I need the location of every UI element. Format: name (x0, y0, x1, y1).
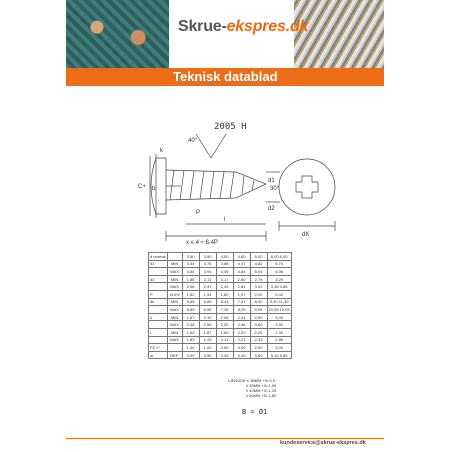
head-diameter-label: dK (302, 232, 310, 238)
note-line: ≤ 30MM +0/-1,05 (246, 383, 277, 388)
pitch-label: P (196, 210, 201, 216)
table-cell: 2,66 (199, 321, 216, 329)
table-cell: 3,00 (267, 344, 291, 352)
table-cell: k (149, 313, 168, 321)
table-row (149, 290, 292, 298)
table-cell: 4,80 (233, 253, 250, 261)
table-cell (149, 283, 168, 291)
b-label: b (152, 186, 156, 192)
table-cell: 6,00 6,00 (267, 253, 291, 261)
table-cell: MIN (167, 298, 182, 306)
k-label: k (160, 148, 163, 154)
table-cell: 1,80 (216, 290, 233, 298)
b-note: B = Ø1 (242, 408, 268, 416)
table-cell: 6,89 (182, 306, 199, 314)
head-top-view (279, 159, 335, 215)
table-cell: 10,05 12,05 (268, 306, 290, 312)
table-cell: m (149, 351, 168, 359)
table-cell: 2,96 (233, 321, 250, 329)
table-row (149, 306, 292, 314)
table-cell: 8,40 (250, 298, 267, 306)
table-cell: 2,84 (233, 283, 250, 291)
table-cell: 2,48 (182, 321, 199, 329)
table-cell: 2,06 (182, 283, 199, 291)
table-cell: 3,02 (250, 283, 267, 291)
footer-email[interactable]: kundeservice@skrue-ekspres.dk (280, 440, 366, 446)
table-cell (149, 268, 168, 276)
table-cell: 9,05 (250, 306, 267, 314)
table-row (149, 336, 292, 344)
table-cell (167, 344, 182, 352)
table-cell: t (149, 328, 168, 336)
site-logo[interactable]: Skrue-ekspres.dk (178, 18, 309, 35)
table-cell: 2,34 (233, 313, 250, 321)
table-cell: 4,37 (233, 260, 250, 268)
technical-drawing-document (66, 86, 384, 452)
table-cell: 2,02 (267, 290, 291, 298)
table-cell: 9,40 11,30 (267, 298, 291, 306)
table-cell: 2,08 (216, 313, 233, 321)
table-row (149, 298, 292, 306)
length-l-label: l (224, 217, 226, 223)
table-cell: 3,38 3,88 (267, 283, 291, 291)
table-cell: 4,82 (250, 260, 267, 268)
table-cell: MAX (167, 283, 182, 291)
table-cell: d2 (149, 275, 168, 283)
table-cell: MIN (167, 328, 182, 336)
d1-label: d1 (268, 178, 275, 184)
table-row (149, 321, 292, 329)
table-cell: 3,54 (182, 268, 199, 276)
table-cell: 3,50 (182, 253, 199, 261)
table-cell: MAX (167, 336, 182, 344)
table-cell: 6,69 (199, 298, 216, 306)
table-row (149, 275, 292, 283)
d2-label: d2 (268, 206, 275, 212)
table-cell: 2,30 (267, 328, 291, 336)
table-cell: 3,00 (267, 313, 291, 321)
table-cell: 3,00 (233, 344, 250, 352)
table-cell: 2,02 (250, 290, 267, 298)
page-title: Teknisk datablad (173, 69, 278, 84)
length-x-label: x ≤ 4 ≈ 6.4P (186, 240, 218, 246)
length-tolerance-notes (228, 378, 276, 398)
table-row (149, 253, 292, 261)
table-cell: 5,74 (267, 260, 291, 268)
table-cell: 7,25 (216, 306, 233, 314)
table-cell: 2,00 (216, 344, 233, 352)
table-row (149, 344, 292, 352)
table-cell: 2,20 (250, 328, 267, 336)
footer-divider (66, 438, 384, 439)
table-cell: 2,40 (216, 283, 233, 291)
table-cell: 5,60 (250, 351, 267, 359)
table-cell: 3,90 (199, 253, 216, 261)
table-cell: 3,90 (199, 351, 216, 359)
table-cell: 1,60 (182, 328, 199, 336)
table-cell: 7,47 (233, 298, 250, 306)
table-row (149, 313, 292, 321)
note-line: ≤ 60MM +0/-1,80 (246, 393, 277, 398)
table-cell: 2,37 (199, 283, 216, 291)
table-cell: 5,10 5,85 (267, 351, 291, 359)
table-cell (149, 336, 168, 344)
product-code: 2005 H (214, 122, 247, 132)
phillips-recess (296, 176, 318, 198)
screw-shank-shape (166, 170, 266, 200)
table-cell: 6,95 (199, 306, 216, 314)
note-line: ≤ 40MM +0/-1,25 (246, 388, 277, 393)
c-label: C+ (138, 184, 146, 190)
table-cell: 2,89 (267, 336, 291, 344)
table-cell: 1,52 (182, 290, 199, 298)
table-row (149, 283, 292, 291)
table-cell (149, 306, 168, 314)
table-cell: 4,40 (233, 351, 250, 359)
table-cell: 2,79 (250, 275, 267, 283)
table-cell: 3,40 (216, 351, 233, 359)
table-cell: MIN (167, 260, 182, 268)
table-cell (149, 321, 168, 329)
table-cell: 8,25 (233, 306, 250, 314)
table-cell: 1,97 (233, 290, 250, 298)
table-cell: REF. (167, 351, 182, 359)
table-cell: 5,04 (250, 268, 267, 276)
table-cell: 5,00 (250, 253, 267, 261)
table-cell: 3,88 (216, 260, 233, 268)
table-cell: MAX (167, 321, 182, 329)
table-cell: 2,20 (233, 328, 250, 336)
screw-drawing (66, 86, 384, 256)
table-row (149, 260, 292, 268)
table-cell: MIN (167, 275, 182, 283)
table-cell: 2,60 (250, 313, 267, 321)
table-cell: 1,87 (182, 313, 199, 321)
table-row (149, 268, 292, 276)
table-cell: 2,11 (216, 336, 233, 344)
table-cell: 4,64 (233, 268, 250, 276)
table-cell: d normal (150, 253, 166, 259)
tools-photo (66, 0, 169, 68)
table-cell: 2,52 (216, 321, 233, 329)
table-cell: 6,06 (267, 268, 291, 276)
table-cell: P (149, 290, 168, 298)
table-cell: 1,83 (182, 336, 199, 344)
table-cell: 4,05 (216, 268, 233, 276)
table-cell: 2,21 (233, 336, 250, 344)
drill-angle-label: 30° (270, 186, 280, 192)
title-bar (66, 68, 384, 86)
table-cell: PZ n° (149, 344, 168, 352)
table-cell: 3,50 (267, 321, 291, 329)
head-angle-label: 40° (188, 138, 198, 144)
table-cell: 2,33 (250, 336, 267, 344)
table-cell: 2,17 (216, 275, 233, 283)
header-banner (66, 0, 384, 68)
note-line: LÆNGDE ≤ 38MM +0/-0,9 (228, 378, 275, 383)
table-cell: 4,00 (216, 253, 233, 261)
table-cell: MIN (167, 313, 182, 321)
table-cell: 2,11 (199, 275, 216, 283)
table-cell: 3,90 (182, 351, 199, 359)
table-cell: 1,00 (182, 344, 199, 352)
table-cell: MAX (167, 268, 182, 276)
table-cell: 3,34 (182, 260, 199, 268)
table-cell: 2,00 (250, 344, 267, 352)
table-cell: 3,60 (250, 321, 267, 329)
table-cell: 1,43 (199, 336, 216, 344)
table-cell: ±10% (167, 290, 182, 298)
table-cell: 6,69 (182, 298, 199, 306)
table-row (149, 328, 292, 336)
table-cell: 3,29 (267, 275, 291, 283)
table-cell: MAX (167, 306, 182, 314)
table-row (149, 351, 292, 359)
table-cell: 1,00 (199, 344, 216, 352)
table-cell: dk (149, 298, 168, 306)
table-cell: 2,10 (199, 313, 216, 321)
table-cell: 2,60 (233, 275, 250, 283)
table-cell: 1,60 (216, 328, 233, 336)
table-cell: d1 (149, 260, 168, 268)
table-cell: 3,76 (199, 260, 216, 268)
table-cell: 1,88 (182, 275, 199, 283)
table-cell: 1,87 (199, 328, 216, 336)
table-cell: 1,94 (199, 290, 216, 298)
table-cell: 3,94 (199, 268, 216, 276)
specification-table (148, 252, 292, 359)
table-cell (167, 253, 182, 261)
table-cell: 6,43 (216, 298, 233, 306)
